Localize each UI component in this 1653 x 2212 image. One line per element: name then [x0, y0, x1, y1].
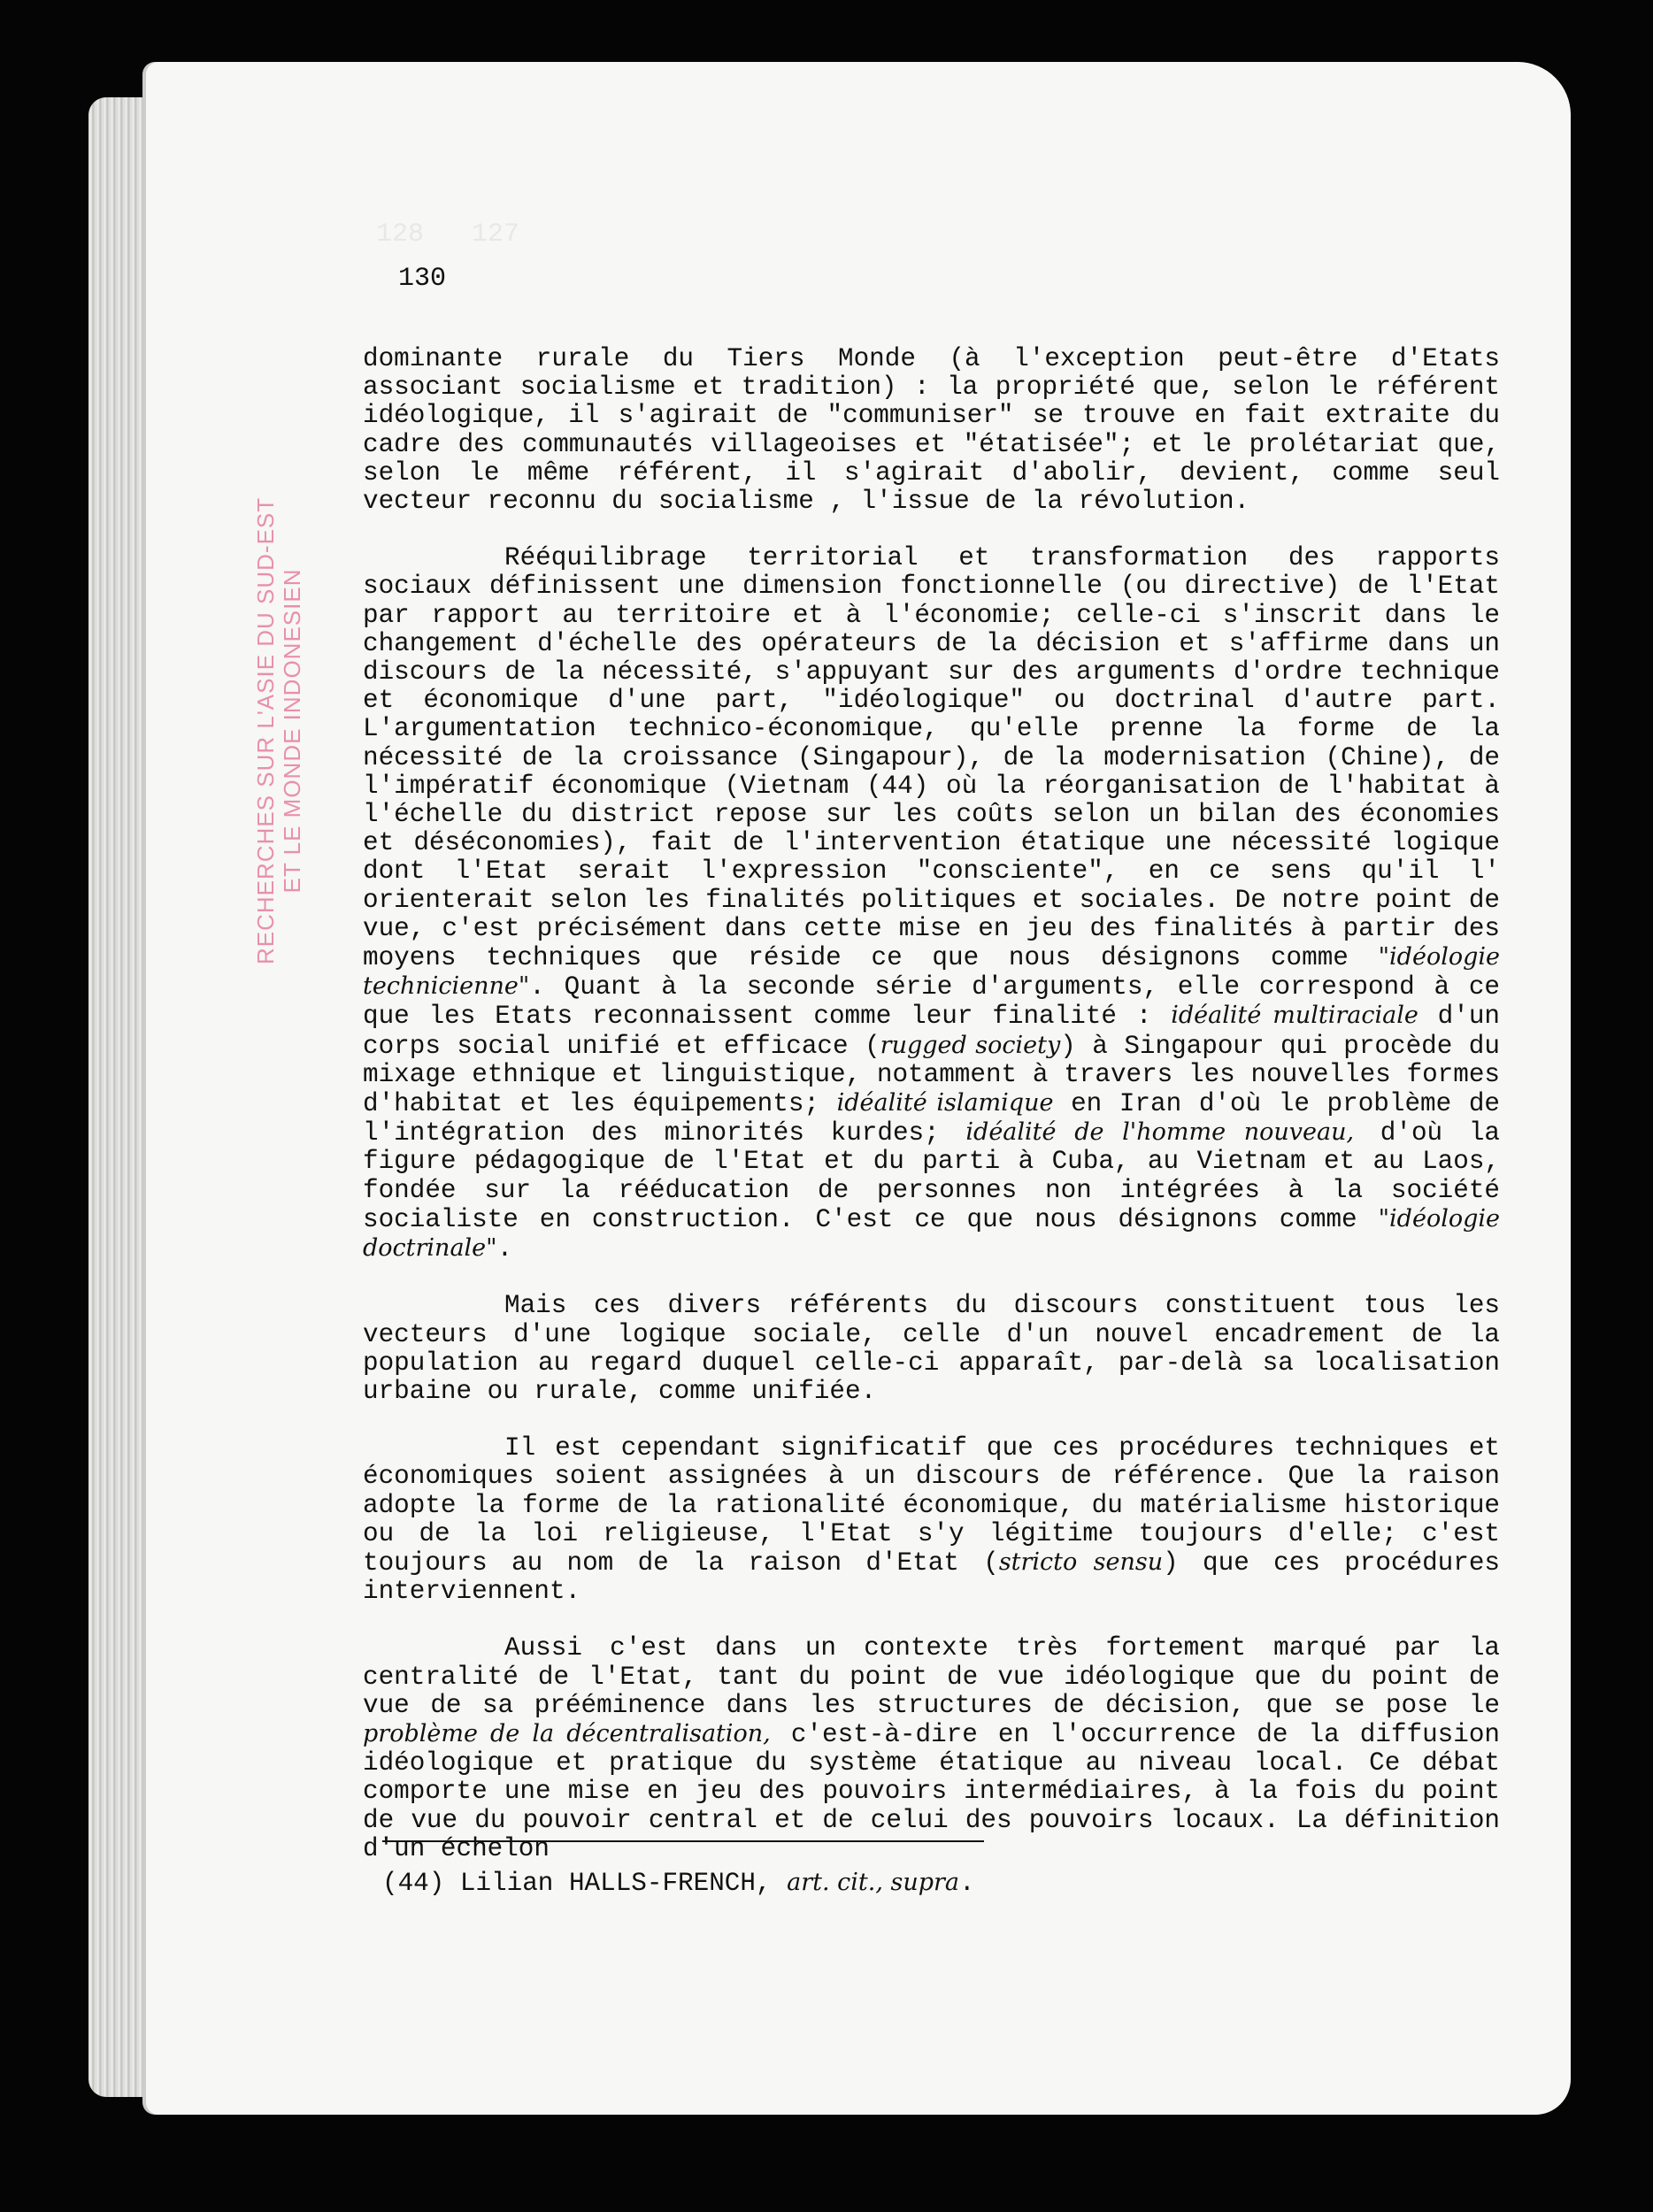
footnote [382, 1869, 975, 1898]
p2-ital-idealite-multiraciale: idéalité multiraciale [1171, 1002, 1419, 1030]
p2-ital-idealite-islamique: idéalité islamique [836, 1089, 1054, 1118]
p2-text-g: . [496, 1234, 513, 1264]
page-number: 130 [398, 264, 447, 294]
footnote-separator [382, 1840, 984, 1842]
stamp-line-1: RECHERCHES SUR L'ASIE DU SUD-EST [252, 496, 279, 964]
p5-text-a: Aussi c'est dans un contexte très fortement marqué par la centralité de l'Etat, tant du point de vue idéologique que du point de vue de sa prééminence dans les structures de décision, que se pose le [363, 1633, 1500, 1720]
p5-text-b: c'est-à-dire en l'occurrence de la diffusion idéologique et pratique du système étatique au niveau local. Ce débat comporte une mise en jeu des pouvoirs intermédiaires, à la fois du point de vue du pouvoir central et de celui des pouvoirs locaux. La définition d'un échelon [363, 1719, 1500, 1863]
p4-ital-stricto-sensu: stricto sensu [998, 1548, 1164, 1576]
paragraph-3: Mais ces divers référents du discours constituent tous les vecteurs d'une logique sociale, celle d'un nouvel encadrement de la population au regard duquel celle-ci apparaît, par-delà sa localisation urbaine ou rurale, comme unifiée. [363, 1291, 1500, 1406]
p4-text-b: ) que ces procédures interviennent. [363, 1548, 1501, 1607]
footnote-ital: art. cit., supra [787, 1869, 960, 1896]
p4-text-a: Il est cependant significatif que ces procédures techniques et économiques soient assignées à un discours de référence. Que la raison adopte la forme de la rationalité économique, du matérialisme historique ou de la loi religieuse, l'Etat s'y légitime toujours d'elle; c'est toujours au nom de la raison d'Etat ( [363, 1433, 1500, 1578]
paragraph-4 [363, 1434, 1500, 1606]
p2-text-b: . Quant à la seconde série d'arguments, elle correspond à ce que les Etats reconnaissent comme leur finalité : [363, 972, 1500, 1032]
show-through-texture: 128 127 [376, 219, 520, 250]
margin-stamp [252, 497, 305, 964]
p2-text-d: ) à Singapour qui procède du mixage ethnique et linguistique, notamment à travers les nouvelles formes d'habitat et les équipements; [363, 1031, 1500, 1119]
p5-ital-probleme-decentralisation: problème de la décentralisation, [363, 1719, 771, 1747]
p2-ital-homme-nouveau: idéalité de l'homme nouveau, [965, 1118, 1355, 1147]
p2-ital-rugged-society: rugged society [880, 1031, 1061, 1059]
body-text [363, 345, 1500, 1892]
p2-text-f: d'où la figure pédagogique de l'Etat et du parti à Cuba, au Vietnam et au Laos, fondée sur la rééducation de personnes non intégrées à la société socialiste en construction. C'est ce que nous désignons comme [363, 1118, 1501, 1234]
stamp-line-2: ET LE MONDE INDONESIEN [279, 568, 305, 894]
p2-text-c: d'un corps social unifié et efficace ( [363, 1002, 1500, 1061]
p2-text-a: Rééquilibrage territorial et transformation des rapports sociaux définissent une dimension fonctionnelle (ou directive) de l'Etat par rapport au territoire et à l'économie; celle-ci s'inscrit dans le changement d'échelle des opérateurs de la décision et s'affirme dans un discours de la nécessité, s'appuyant sur des arguments d'ordre technique et économique d'une part, "idéologique" ou doctrinal d'autre part. L'argumentation technico-économique, qu'elle prenne la forme de la nécessité de la croissance (Singapour), de la modernisation (Chine), de l'impératif économique (Vietnam (44) où la réorganisation de l'habitat à l'échelle du district repose sur les coûts selon un bilan des économies et déséconomies), fait de l'intervention étatique une nécessité logique dont l'Etat serait l'expression "consciente", en ce sens qu'il l' orienterait selon les finalités politiques et sociales. De notre point de vue, c'est précisément dans cette mise en jeu des finalités à partir des moyens techniques que réside ce que nous désignons comme [363, 543, 1500, 973]
p2-ital-ideologie-doctrinale: "idéologie doctrinale" [363, 1204, 1500, 1263]
paragraph-1: dominante rurale du Tiers Monde (à l'exception peut-être d'Etats associant socialisme et tradition) : la propriété que, selon le référent idéologique, il s'agirait de "communiser" se trouve en fait extraite du cadre des communautés villageoises et "étatisée"; et le prolétariat que, selon le même référent, il s'agirait d'abolir, devient, comme seul vecteur reconnu du socialisme , l'issue de la révolution. [363, 344, 1500, 517]
p2-text-e: en Iran d'où le problème de l'intégration des minorités kurdes; [363, 1089, 1500, 1148]
paragraph-5 [363, 1634, 1500, 1863]
footnote-end: . [959, 1869, 975, 1898]
paragraph-2 [363, 544, 1500, 1263]
footnote-text: (44) Lilian HALLS-FRENCH, [382, 1869, 788, 1898]
p2-ital-ideologie-technicienne: "idéologie technicienne" [363, 943, 1500, 1001]
